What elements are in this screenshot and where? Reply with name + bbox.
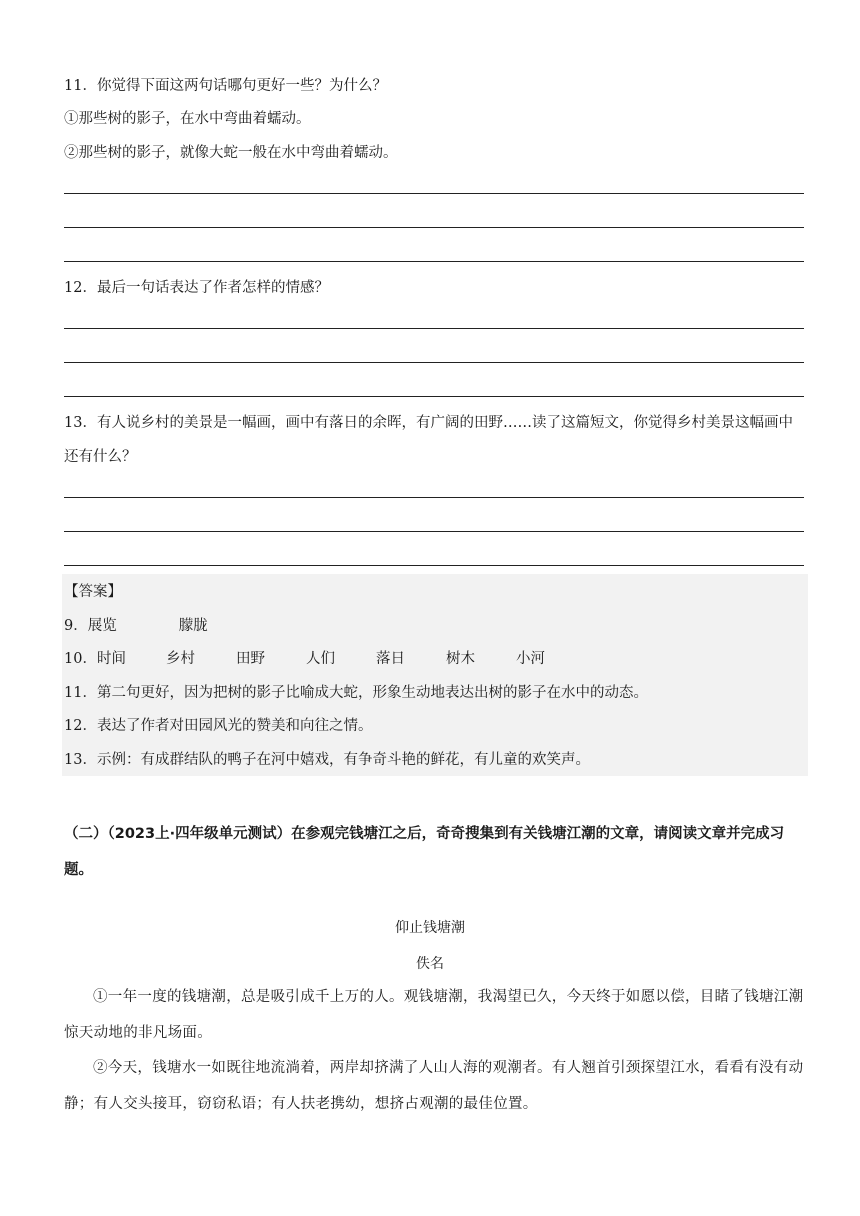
answer-10-number: 10． [64, 651, 97, 667]
answer-9-word: 展览 [87, 618, 117, 634]
answer-line[interactable] [64, 261, 804, 262]
answer-header: 【答案】 [64, 584, 122, 600]
question-12-prompt: 12．最后一句话表达了作者怎样的情感？ [64, 280, 329, 296]
answer-11: 11．第二句更好，因为把树的影子比喻成大蛇，形象生动地表达出树的影子在水中的动态。 [64, 685, 648, 701]
answer-10-word: 落日 [375, 651, 405, 667]
answer-10-word: 乡村 [165, 651, 195, 667]
answer-line[interactable] [64, 396, 804, 397]
answer-line[interactable] [64, 531, 804, 532]
answer-9-word: 朦胧 [178, 618, 208, 634]
answer-10 [64, 649, 545, 669]
answer-9 [64, 616, 208, 636]
answer-box [62, 574, 808, 776]
answer-12: 12．表达了作者对田园风光的赞美和向往之情。 [64, 718, 373, 734]
answer-10-word: 树木 [445, 651, 475, 667]
answer-line[interactable] [64, 227, 804, 228]
article-paragraph-1: ①一年一度的钱塘潮，总是吸引成千上万的人。观钱塘潮，我渴望已久，今天终于如愿以偿，目睹了钱塘江潮惊天动地的非凡场面。 [64, 989, 804, 1041]
answer-line[interactable] [64, 362, 804, 363]
article-author: 佚名 [416, 956, 444, 972]
question-11-option-1: ①那些树的影子，在水中弯曲着蠕动。 [64, 111, 311, 127]
answer-10-word: 人们 [305, 651, 335, 667]
answer-line[interactable] [64, 497, 804, 498]
answer-10-word: 时间 [96, 651, 126, 667]
article-paragraph-2: ②今天，钱塘水一如既往地流淌着，两岸却挤满了人山人海的观潮者。有人翘首引颈探望江水，看看有没有动静；有人交头接耳，窃窃私语；有人扶老携幼，想挤占观潮的最佳位置。 [64, 1060, 804, 1112]
question-11-option-2: ②那些树的影子，就像大蛇一般在水中弯曲着蠕动。 [64, 145, 398, 161]
answer-line[interactable] [64, 328, 804, 329]
section-2-header: （二）（2023上·四年级单元测试）在参观完钱塘江之后，奇奇搜集到有关钱塘江潮的文章，请阅读文章并完成习题。 [64, 826, 785, 878]
answer-line[interactable] [64, 193, 804, 194]
answer-line[interactable] [64, 565, 804, 566]
answer-10-word: 田野 [235, 651, 265, 667]
answer-10-word: 小河 [515, 651, 545, 667]
answer-9-number: 9． [64, 618, 88, 634]
question-13-prompt: 13．有人说乡村的美景是一幅画，画中有落日的余晖，有广阔的田野……读了这篇短文，你觉得乡村美景这幅画中还有什么？ [64, 415, 793, 465]
answer-13: 13．示例：有成群结队的鸭子在河中嬉戏，有争奇斗艳的鲜花，有儿童的欢笑声。 [64, 752, 590, 768]
article-title: 仰止钱塘潮 [395, 920, 465, 936]
question-11-prompt: 11．你觉得下面这两句话哪句更好一些？为什么？ [64, 78, 387, 94]
